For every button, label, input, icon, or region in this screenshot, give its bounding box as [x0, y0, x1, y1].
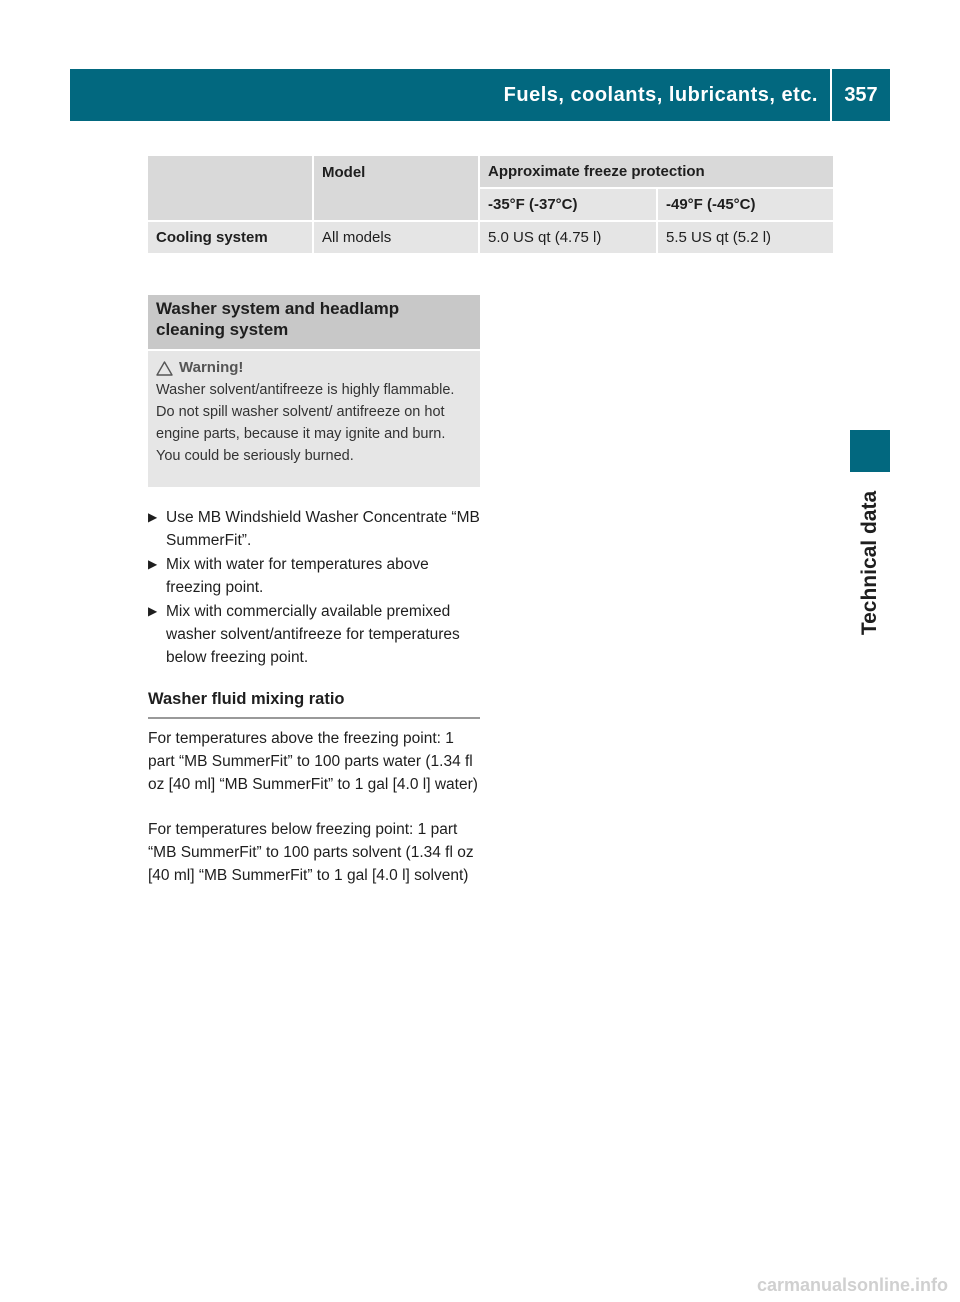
mixing-above-text: For temperatures above the freezing point: 1 part “MB SummerFit” to 100 parts water (1.34 fl oz [40 ml] “MB SummerFit” to 1 gal [4.0 l] water): [148, 730, 478, 793]
list-item-text: Mix with commercially available premixed washer solvent/antifreeze for temperatures below freezing point.: [166, 603, 460, 666]
header-model: Model: [314, 156, 478, 220]
coolant-table: [146, 154, 835, 255]
list-item: [148, 600, 480, 669]
list-item: [148, 553, 480, 599]
instruction-list: [148, 506, 480, 670]
list-item-text: Mix with water for temperatures above freezing point.: [166, 556, 429, 596]
warning-triangle-icon: [156, 361, 173, 376]
list-item-text: Use MB Windshield Washer Concentrate “MB SummerFit”.: [166, 509, 480, 549]
mixing-below-text: For temperatures below freezing point: 1 part “MB SummerFit” to 100 parts solvent (1.34 fl oz [40 ml] “MB SummerFit” to 1 gal [4.0 l] solvent): [148, 821, 474, 884]
page-number: 357: [844, 83, 878, 106]
row-value-a: 5.0 US qt (4.75 l): [480, 222, 656, 253]
arrow-icon: ▶: [148, 510, 158, 524]
row-value-b: 5.5 US qt (5.2 l): [658, 222, 833, 253]
table-corner: [148, 156, 312, 220]
header-temp-b: -49°F (-45°C): [658, 189, 833, 220]
row-label: Cooling system: [148, 222, 312, 253]
list-item: [148, 506, 480, 552]
arrow-icon: ▶: [148, 604, 158, 618]
chapter-title: Fuels, coolants, lubricants, etc.: [504, 69, 832, 121]
header-bar: [70, 69, 890, 121]
row-model: All models: [314, 222, 478, 253]
warning-box: [148, 351, 480, 487]
mixing-ratio-heading: Washer fluid mixing ratio: [148, 690, 480, 719]
warning-title: Warning!: [179, 359, 244, 376]
side-section-label: [850, 478, 890, 648]
warning-text: Washer solvent/antifreeze is highly flammable. Do not spill washer solvent/ antifreeze on hot engine parts, because it may ignite and burn. You could be seriously burned.: [156, 382, 455, 464]
arrow-icon: ▶: [148, 557, 158, 571]
section-title: Washer system and headlamp cleaning system: [148, 295, 480, 349]
header-temp-a: -35°F (-37°C): [480, 189, 656, 220]
side-tab-marker: [850, 430, 890, 472]
watermark: carmanualsonline.info: [756, 1275, 948, 1295]
table-row: [148, 222, 833, 253]
side-label-text: Technical data: [858, 490, 882, 636]
warning-header: [156, 357, 472, 379]
header-freeze-protection: Approximate freeze protection: [480, 156, 833, 187]
